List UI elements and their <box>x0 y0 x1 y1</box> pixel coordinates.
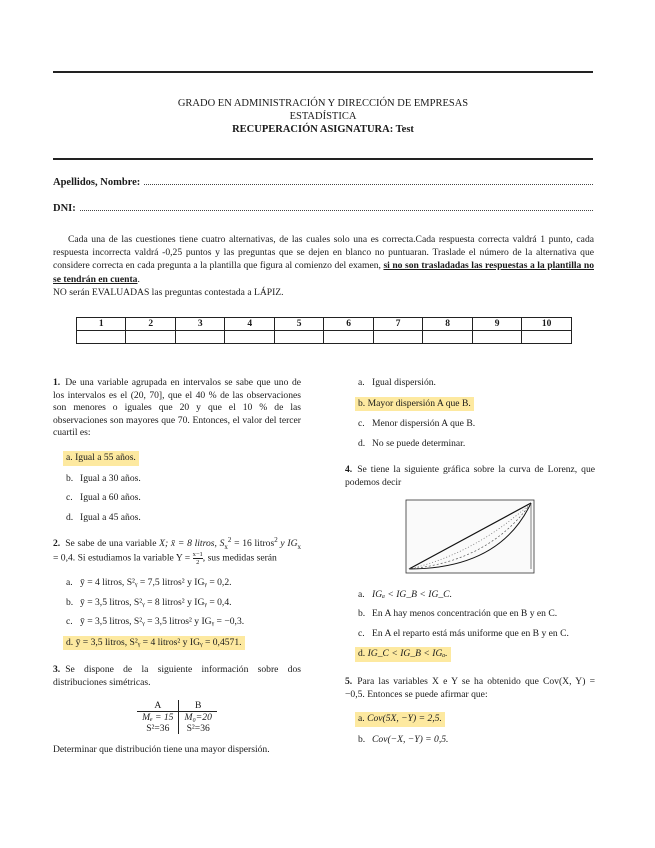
answer-grid-header: 4 <box>225 318 274 331</box>
dist-col-a: A <box>137 700 179 712</box>
answer-cell[interactable] <box>77 331 126 344</box>
q3-option-a[interactable]: a. Igual dispersión. <box>358 377 436 388</box>
question-4: 4. Se tiene la siguiente gráfica sobre la curva de Lorenz, que podemos decir <box>345 464 595 488</box>
answer-cell[interactable] <box>373 331 422 344</box>
exam-title: RECUPERACIÓN ASIGNATURA: Test <box>232 124 414 135</box>
right-column <box>345 377 595 746</box>
answer-cell[interactable] <box>274 331 323 344</box>
header-bottom-rule <box>53 158 593 160</box>
degree-title: GRADO EN ADMINISTRACIÓN Y DIRECCIÓN DE EMPRESAS <box>177 98 469 109</box>
answer-grid-header: 2 <box>126 318 175 331</box>
q3-option-b[interactable]: b. Mayor dispersión A que B. <box>358 397 595 412</box>
q3-option-d[interactable]: d. No se puede determinar. <box>358 437 466 449</box>
answer-grid-header: 6 <box>324 318 373 331</box>
dist-b-variance: S²=36 <box>179 723 217 734</box>
name-field[interactable] <box>53 176 593 188</box>
question-3: 3. Se dispone de la siguiente información sobre dos distribuciones simétricas. <box>53 664 301 688</box>
answer-grid-header: 8 <box>423 318 472 331</box>
dni-dotted-line[interactable] <box>80 202 593 211</box>
q2-option-a[interactable]: a. ȳ = 4 litros, S²ᵧ = 7,5 litros² y IGᵧ = 0,2. <box>66 576 232 588</box>
answer-grid-header: 5 <box>274 318 323 331</box>
dni-field[interactable] <box>53 202 593 214</box>
q5-option-b[interactable]: b. Cov(−X, −Y) = 0,5. <box>358 733 449 745</box>
exam-header <box>53 97 593 136</box>
q4-option-d[interactable]: d. IG_C < IG_B < IGₐ. <box>358 647 595 662</box>
answer-cell[interactable] <box>225 331 274 344</box>
dist-a-variance: S²=36 <box>146 722 170 734</box>
dist-a-median: Mₑ = 15 <box>142 711 174 723</box>
answer-grid-header-row <box>77 318 572 331</box>
question-3-followup: Determinar que distribución tiene una mayor dispersión. <box>53 743 270 755</box>
q1-option-c[interactable]: c. Igual a 60 años. <box>66 492 141 504</box>
pencil-warning: NO serán EVALUADAS las preguntas contestada a LÁPIZ. <box>53 286 284 298</box>
q5-option-a[interactable]: a. Cov(5X, −Y) = 2,5. <box>358 712 595 727</box>
answer-grid <box>76 317 572 344</box>
question-2: 2. Se sabe de una variable X; x̄ = 8 litros, $S_x^2 = 16$ litros$^2$ y $IG_x = 0,4$. Si estudiamos la variable Y = $\frac{x-1}{2}$ , sus medidas serán <box>53 536 302 566</box>
q3-option-c[interactable]: c. Menor dispersión A que B. <box>358 418 476 430</box>
dni-label: DNI: <box>53 203 76 214</box>
answer-grid-blank-row[interactable] <box>77 331 572 344</box>
answer-grid-header: 9 <box>472 318 521 331</box>
q1-option-b[interactable]: b. Igual a 30 años. <box>66 472 141 484</box>
dist-b-mode: M₀=20 <box>179 711 217 723</box>
answer-grid-header: 7 <box>373 318 422 331</box>
q2-option-b[interactable]: b. ȳ = 3,5 litros, S²ᵧ = 8 litros² y IGᵧ = 0,4. <box>66 596 232 608</box>
name-label: Apellidos, Nombre: <box>53 177 141 188</box>
instructions <box>53 233 594 299</box>
answer-grid-header: 3 <box>175 318 224 331</box>
subject-title: ESTADÍSTICA <box>289 111 357 122</box>
dist-col-b: B <box>179 700 217 712</box>
lorenz-curve-chart <box>405 499 535 574</box>
left-column <box>53 377 301 756</box>
answer-grid-header: 10 <box>522 318 572 331</box>
q1-option-a[interactable]: a. Igual a 55 años. <box>66 451 301 466</box>
q2-option-c[interactable]: c. ȳ = 3,5 litros, S²ᵧ = 3,5 litros² y IGᵧ = −0,3. <box>66 616 245 628</box>
q1-option-d[interactable]: d. Igual a 45 años. <box>66 511 141 523</box>
answer-cell[interactable] <box>522 331 572 344</box>
answer-cell[interactable] <box>423 331 472 344</box>
q4-option-b[interactable]: b. En A hay menos concentración que en B y en C. <box>358 608 558 620</box>
distribution-table <box>137 700 217 734</box>
answer-cell[interactable] <box>472 331 521 344</box>
top-rule <box>53 71 593 73</box>
q2-option-d[interactable]: d. ȳ = 3,5 litros, S²ᵧ = 4 litros² y IGᵧ = 0,4571. <box>66 636 301 651</box>
question-1: 1. De una variable agrupada en intervalos se sabe que uno de los intervalos es el (20, 70], que el 40 % de las observaciones son menores o iguales que 20 y que el 10 % de las observaciones son mayores que 70. Entonces, el valor del tercer cuartil es: <box>53 377 301 439</box>
answer-cell[interactable] <box>324 331 373 344</box>
instructions-emphasis: si no son trasladadas las respuestas a la plantilla no se tendrán en cuenta <box>53 260 594 285</box>
instructions-paragraph: Cada una de las cuestiones tiene cuatro alternativas, de las cuales solo una es correcta.Cada respuesta correcta valdrá 1 punto, cada respuesta incorrecta valdrá -0,25 puntos y las preguntas que se dejen en blanco no puntuaran. Traslade el número de la alternativa que considere correcta en cada pregunta a la plantilla que figura al comienzo del examen, si no son trasladadas las respuestas a la plantilla no se tendrán en cuenta. <box>53 234 594 285</box>
question-5: 5. Para las variables X e Y se ha obtenido que Cov(X, Y) = −0,5. Entonces se puede afirmar que: <box>345 675 595 700</box>
name-dotted-line[interactable] <box>144 176 593 185</box>
q4-option-a[interactable]: a. IGₐ < IG_B < IG_C. <box>358 588 452 600</box>
answer-cell[interactable] <box>126 331 175 344</box>
answer-grid-header: 1 <box>77 318 126 331</box>
q4-option-c[interactable]: c. En A el reparto está más uniforme que en B y en C. <box>358 627 569 639</box>
answer-cell[interactable] <box>175 331 224 344</box>
